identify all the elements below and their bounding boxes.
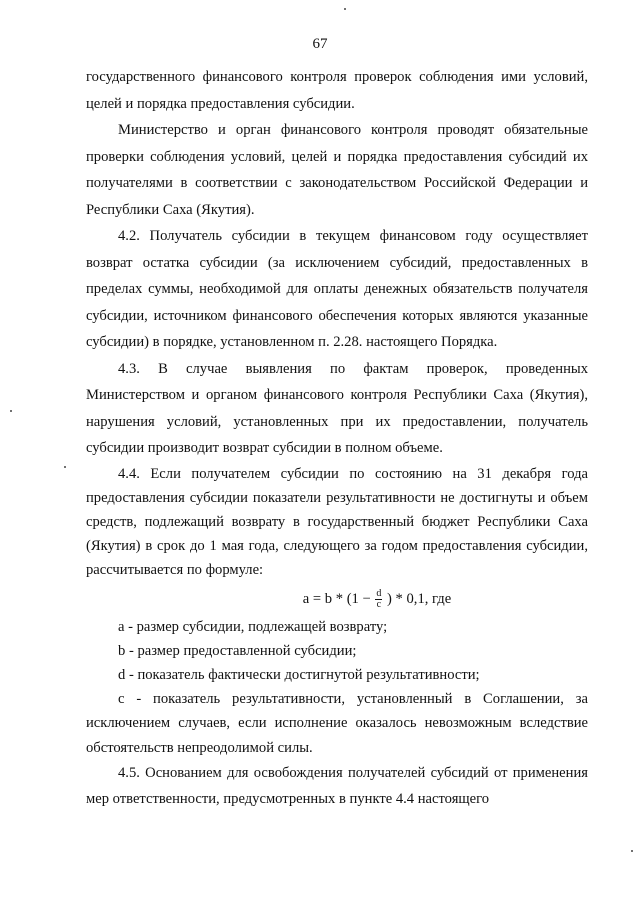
scan-speck [344,8,346,10]
paragraph-continuation: государственного финансового контроля проверок соблюдения ими условий, целей и порядка предоставления субсидии. [86,69,588,112]
paragraph-4-5: 4.5. Основанием для освобождения получателей субсидий от применения мер ответственности, предусмотренных в пункте 4.4 настоящего [86,764,588,808]
document-body [86,64,588,813]
scan-speck [631,850,633,852]
refund-formula [86,583,588,615]
formula-denominator: c [376,598,382,610]
paragraph-mandatory-checks: Министерство и орган финансового контроля проводят обязательные проверки соблюдения условий, целей и порядка предоставления субсидий их получателями в соответствии с законодательством Российской Федерации и Республики Саха (Якутия). [86,122,588,218]
paragraph-4-2: 4.2. Получатель субсидии в текущем финансовом году осуществляет возврат остатка субсидии (за исключением субсидий, предоставленных в пределах суммы, необходимой для оплаты денежных обязательств получателя субсидии, источником финансового обеспечения которых являются указанные субсидии) в порядке, установленном п. 2.28. настоящего Порядка. [86,228,588,350]
definition-b: b - размер предоставленной субсидии; [118,642,357,659]
formula-left: a = b * (1 − [302,590,371,607]
formula-fraction [375,589,382,610]
formula-numerator: d [376,587,382,599]
scan-speck [10,410,12,412]
paragraph-4-4: 4.4. Если получателем субсидии по состоянию на 31 декабря года предоставления субсидии показатели результативности не достигнуты и объем средств, подлежащий возврату в государственный бюджет Республики Саха (Якутия) в срок до 1 мая года, следующего за годом предоставления субсидии, рассчитывается по формуле: [86,465,588,579]
paragraph-4-3: 4.3. В случае выявления по фактам проверок, проведенных Министерством и органом финансового контроля Республики Саха (Якутия), нарушения условий, установленных при их предоставлении, получатель субсидии производит возврат субсидии в полном объеме. [86,360,588,456]
page-number: 67 [312,36,328,52]
definition-c: c - показатель результативности, установленный в Соглашении, за исключением случаев, если исполнение оказалось невозможным вследствие обстоятельств непреодолимой силы. [86,691,588,756]
formula-right: ) * 0,1, где [387,590,452,607]
definition-a: a - размер субсидии, подлежащей возврату; [118,618,388,635]
definition-d: d - показатель фактически достигнутой результативности; [118,666,480,683]
scan-speck [64,466,66,468]
